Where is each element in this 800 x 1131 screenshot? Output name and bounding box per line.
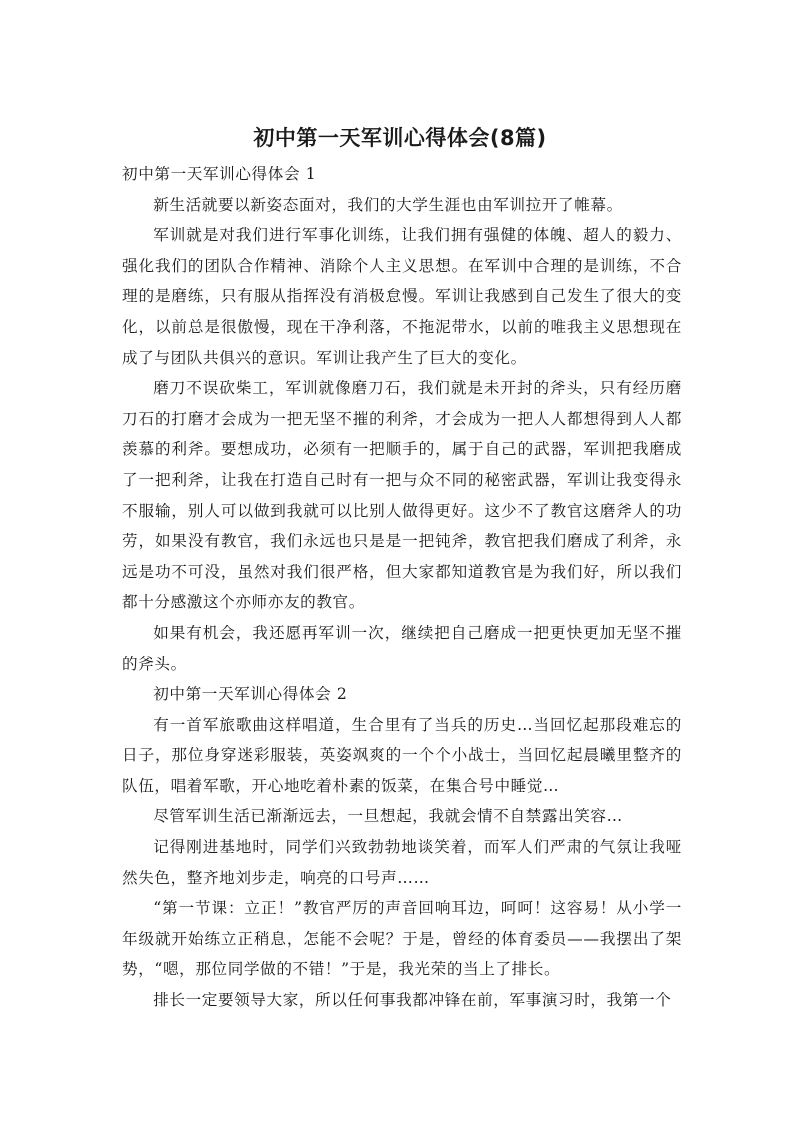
document-title: 初中第一天军训心得体会(8篇) <box>253 126 547 150</box>
section-heading-2: 初中第一天军训心得体会 2 <box>153 685 348 704</box>
document-body <box>122 159 682 1016</box>
paragraph: 记得刚进基地时，同学们兴致勃勃地谈笑着，而军人们严肃的气氛让我哑然失色，整齐地刘步走，响亮的口号声…… <box>122 838 682 887</box>
section-heading-1: 初中第一天军训心得体会 1 <box>122 165 317 183</box>
paragraph: 新生活就要以新姿态面对，我们的大学生涯也由军训拉开了帷幕。 <box>153 195 623 214</box>
paragraph: 有一首军旅歌曲这样唱道，生合里有了当兵的历史…当回忆起那段难忘的日子，那位身穿迷彩服装，英姿飒爽的一个个小战士，当回忆起晨曦里整齐的队伍，唱着军歌，开心地吃着朴素的饭菜，在集合号中睡觉… <box>122 715 682 795</box>
paragraph: 尽管军训生活已渐渐远去，一旦想起，我就会情不自禁露出笑容… <box>153 807 623 826</box>
paragraph: “第一节课：立正！”教官严厉的声音回响耳边，呵呵！这容易！从小学一年级就开始练立正稍息，怎能不会呢？于是，曾经的体育委员——我摆出了架势，“嗯，那位同学做的不错！”于是，我光荣的当上了排长。 <box>122 899 682 979</box>
paragraph: 排长一定要领导大家，所以任何事我都冲锋在前，军事演习时，我第一个 <box>153 991 672 1010</box>
paragraph: 磨刀不误砍柴工，军训就像磨刀石，我们就是未开封的斧头，只有经历磨刀石的打磨才会成为一把无坚不摧的利斧，才会成为一把人人都想得到人人都羡慕的利斧。要想成功，必须有一把顺手的，属于自己的武器，军训把我磨成了一把利斧，让我在打造自己时有一把与众不同的秘密武器，军训让我变得永不服输，别人可以做到我就可以比别人做得更好。这少不了教官这磨斧人的功劳，如果没有教官，我们永远也只是是一把钝斧，教官把我们磨成了利斧，永远是功不可没，虽然对我们很严格，但大家都知道教官是为我们好，所以我们都十分感激这个亦师亦友的教官。 <box>122 379 682 612</box>
paragraph: 如果有机会，我还愿再军训一次，继续把自己磨成一把更快更加无坚不摧的斧头。 <box>122 623 682 673</box>
paragraph: 军训就是对我们进行军事化训练，让我们拥有强健的体魄、超人的毅力、强化我们的团队合作精神、消除个人主义思想。在军训中合理的是训练，不合理的是磨练，只有服从指挥没有消极怠慢。军训让我感到自己发生了很大的变化，以前总是很傲慢，现在干净利落，不拖泥带水，以前的唯我主义思想现在成了与团队共俱兴的意识。军训让我产生了巨大的变化。 <box>122 226 682 367</box>
